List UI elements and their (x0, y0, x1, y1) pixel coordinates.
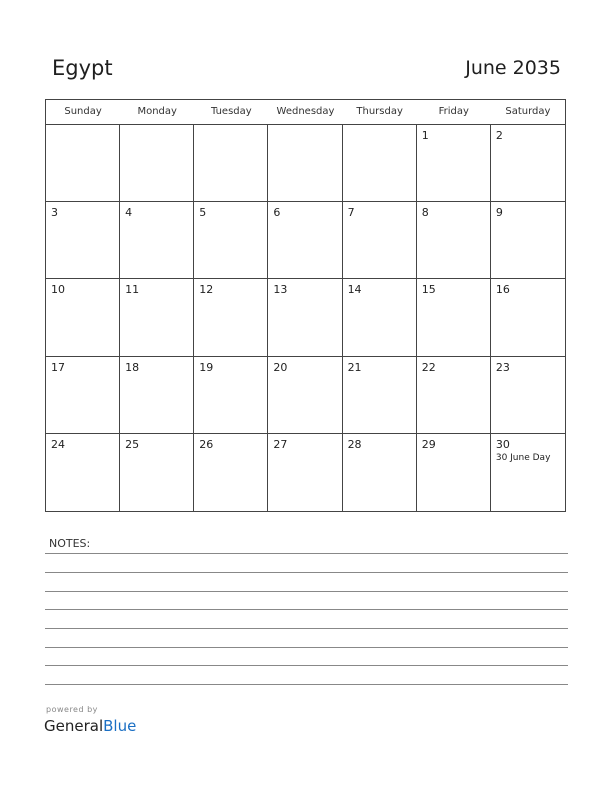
day-number: 24 (51, 437, 65, 451)
day-cell (268, 357, 342, 434)
brand-blue: Blue (103, 717, 137, 735)
day-number: 15 (421, 283, 436, 297)
calendar-grid (45, 99, 566, 512)
day-number: 4 (125, 206, 133, 220)
day-cell (417, 279, 491, 356)
day-number: 25 (125, 437, 140, 451)
day-cell (343, 434, 417, 511)
day-number: 8 (421, 206, 429, 220)
day-cell (120, 202, 194, 279)
day-cell (46, 125, 120, 202)
day-number: 14 (347, 283, 362, 297)
notes-line (45, 684, 568, 685)
day-cell (268, 279, 342, 356)
day-number: 29 (421, 437, 436, 451)
day-cell (194, 357, 268, 434)
day-number: 17 (51, 360, 65, 374)
day-cell (194, 434, 268, 511)
day-cell (417, 434, 491, 511)
day-cell (46, 202, 120, 279)
day-cell (194, 125, 268, 202)
day-number: 27 (273, 437, 288, 451)
day-number: 30 (495, 437, 510, 451)
day-cell (491, 357, 565, 434)
day-cell (417, 202, 491, 279)
day-cell (343, 357, 417, 434)
day-cell (120, 434, 194, 511)
weekday-saturday: Saturday (505, 106, 551, 117)
day-cell (120, 279, 194, 356)
day-cell (343, 279, 417, 356)
weekday-wednesday: Wednesday (276, 106, 335, 117)
holiday-label: 30 June Day (495, 452, 551, 463)
day-cell (120, 357, 194, 434)
day-cell (46, 434, 120, 511)
weekday-friday: Friday (438, 106, 469, 117)
weekday-tuesday: Tuesday (211, 106, 252, 117)
day-number: 21 (347, 360, 362, 374)
day-number: 22 (421, 360, 436, 374)
day-number: 13 (273, 283, 288, 297)
day-cell (343, 125, 417, 202)
day-cell (491, 202, 565, 279)
month-year-title: June 2035 (465, 57, 561, 79)
day-cell (491, 125, 565, 202)
notes-line (45, 609, 568, 610)
day-number: 26 (199, 437, 214, 451)
day-number: 9 (495, 206, 503, 220)
day-number: 3 (51, 206, 58, 220)
notes-line (45, 665, 568, 666)
notes-label: NOTES: (49, 537, 91, 550)
day-cell (268, 125, 342, 202)
country-title: Egypt (52, 56, 113, 80)
notes-line (45, 628, 568, 629)
day-number: 23 (495, 360, 510, 374)
day-cell (194, 202, 268, 279)
day-number: 1 (421, 129, 429, 142)
notes-line (45, 647, 568, 648)
day-number: 6 (273, 206, 281, 220)
day-number: 10 (51, 283, 65, 297)
notes-line (45, 591, 568, 592)
day-cell (417, 125, 491, 202)
weekday-header (46, 100, 565, 125)
day-cell (417, 357, 491, 434)
day-cell (194, 279, 268, 356)
day-number: 28 (347, 437, 362, 451)
notes-line (45, 572, 568, 573)
day-number: 16 (495, 283, 510, 297)
notes-line (45, 553, 568, 554)
day-cell (46, 357, 120, 434)
day-number: 18 (125, 360, 140, 374)
day-grid (46, 125, 565, 511)
day-number: 19 (199, 360, 214, 374)
day-number: 12 (199, 283, 214, 297)
day-number: 7 (347, 206, 355, 220)
day-cell (491, 279, 565, 356)
day-cell (268, 202, 342, 279)
day-number: 5 (199, 206, 207, 220)
day-cell (46, 279, 120, 356)
weekday-thursday: Thursday (356, 106, 403, 117)
day-number: 20 (273, 360, 288, 374)
day-cell (268, 434, 342, 511)
brand-general: General (44, 717, 104, 735)
day-cell (120, 125, 194, 202)
day-number: 2 (495, 129, 503, 142)
weekday-sunday: Sunday (64, 106, 102, 117)
day-cell (343, 202, 417, 279)
brand-logo (44, 717, 136, 735)
weekday-monday: Monday (137, 106, 177, 117)
powered-by-text: powered by (46, 705, 98, 714)
day-cell (491, 434, 565, 511)
day-number: 11 (125, 283, 140, 297)
